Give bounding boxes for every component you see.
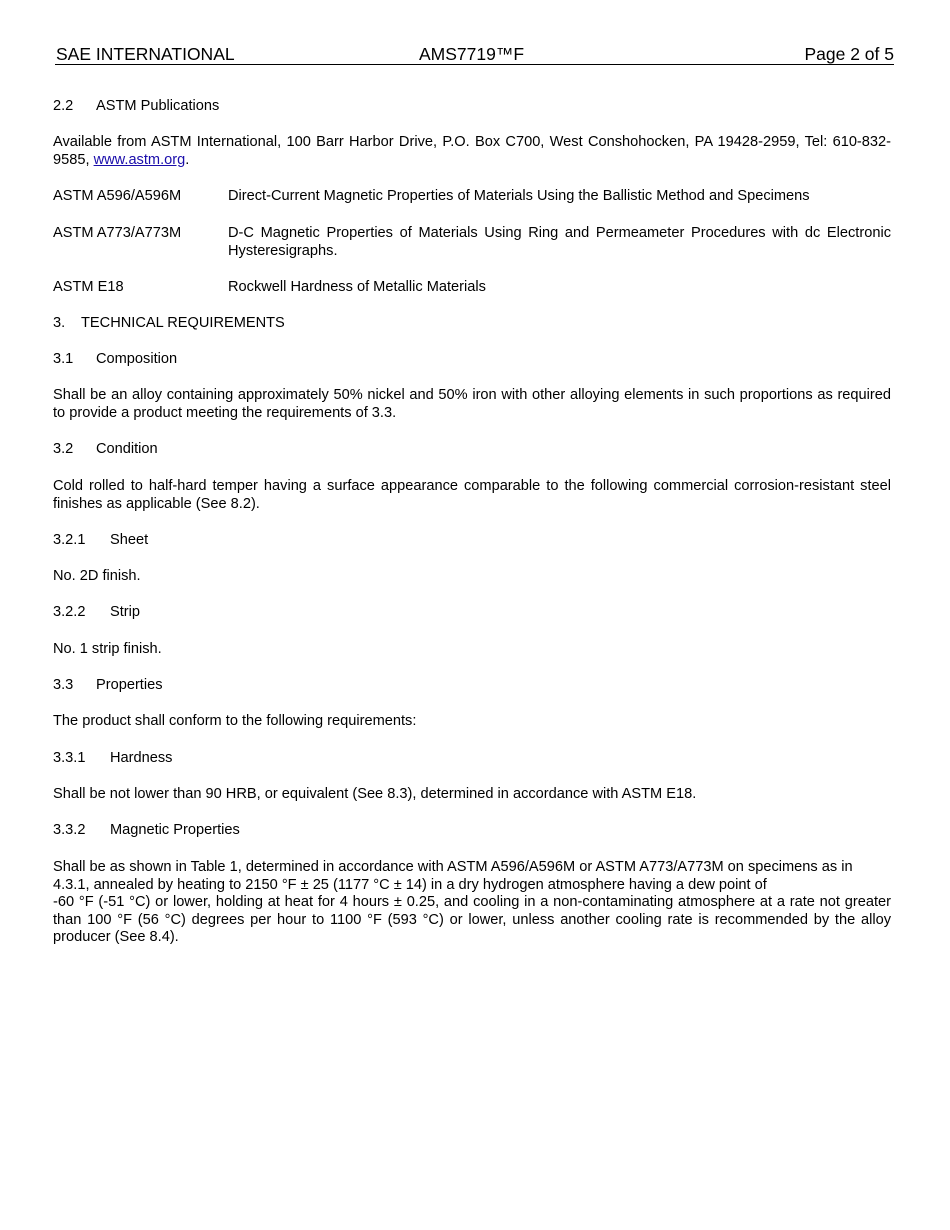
header-document-id: AMS7719™F: [419, 44, 525, 64]
section-title: Condition: [96, 441, 158, 457]
header-page-number: Page 2 of 5: [804, 44, 894, 64]
properties-paragraph: The product shall conform to the following requirements:: [53, 713, 417, 729]
reference-description: D-C Magnetic Properties of Materials Using Ring and Permeameter Procedures with dc Electronic Hysteresigraphs.: [228, 225, 891, 259]
magnetic-properties-paragraph: [53, 859, 891, 947]
section-number: 3.3: [53, 677, 74, 693]
section-number: 3.2.2: [53, 604, 86, 620]
section-number: 3.2: [53, 441, 74, 457]
availability-text: Available from ASTM International, 100 Barr Harbor Drive, P.O. Box C700, West Conshohocken, PA 19428-2959, Tel: 610-832-9585,: [53, 134, 891, 168]
section-heading-3-3-1: [53, 750, 891, 768]
section-title: ASTM Publications: [96, 98, 220, 114]
condition-paragraph: Cold rolled to half-hard temper having a surface appearance comparable to the following commercial corrosion-resistant steel finishes as applicable (See 8.2).: [53, 478, 891, 512]
section-number: 3.3.1: [53, 750, 86, 766]
reference-row: [53, 279, 891, 297]
availability-end: .: [185, 151, 190, 168]
reference-code: ASTM A773/A773M: [53, 225, 182, 241]
section-heading-3-3-2: [53, 822, 891, 840]
section-number: 3.1: [53, 351, 74, 367]
section-heading-3-2-2: [53, 604, 891, 622]
section-heading-2-2: [53, 98, 891, 116]
section-title: Magnetic Properties: [110, 822, 240, 838]
section-heading-3-2-1: [53, 532, 891, 550]
section-title: TECHNICAL REQUIREMENTS: [81, 315, 285, 331]
hardness-paragraph: Shall be not lower than 90 HRB, or equivalent (See 8.3), determined in accordance with ASTM E18.: [53, 786, 697, 802]
section-title: Properties: [96, 677, 163, 693]
page-header: [55, 44, 894, 65]
section-heading-3-2: [53, 441, 891, 459]
section-title: Strip: [110, 604, 141, 620]
reference-description: Rockwell Hardness of Metallic Materials: [228, 279, 486, 295]
section-title: Composition: [96, 351, 178, 367]
section-heading-3-3: [53, 677, 891, 695]
section-heading-3: [53, 315, 891, 333]
section-title: Hardness: [110, 750, 173, 766]
section-number: 3.2.1: [53, 532, 86, 548]
reference-code: ASTM A596/A596M: [53, 188, 182, 204]
section-number: 3.3.2: [53, 822, 86, 838]
reference-description: Direct-Current Magnetic Properties of Materials Using the Ballistic Method and Specimens: [228, 188, 810, 204]
strip-paragraph: No. 1 strip finish.: [53, 641, 162, 657]
section-heading-3-1: [53, 351, 891, 369]
composition-paragraph: Shall be an alloy containing approximately 50% nickel and 50% iron with other alloying elements in such proportions as required to provide a product meeting the requirements of 3.3.: [53, 387, 891, 421]
magnetic-properties-text-part1: Shall be as shown in Table 1, determined in accordance with ASTM A596/A596M or ASTM A773/A773M on specimens as in 4.3.1, annealed by heating to 2150 °F ± 25 (1177 °C ± 14) in a dry hydrogen atmosphere having a dew point of: [53, 859, 853, 893]
astm-website-link[interactable]: www.astm.org: [93, 151, 186, 168]
section-number: 2.2: [53, 98, 74, 114]
astm-availability-paragraph: [53, 134, 891, 169]
magnetic-properties-text-part2: -60 °F (-51 °C) or lower, holding at heat for 4 hours ± 0.25, and cooling in a non-contaminating atmosphere at a rate not greater than 100 °F (56 °C) degrees per hour to 1100 °F (593 °C) or lower, unless another cooling rate is recommended by the alloy producer (See 8.4).: [53, 894, 891, 945]
section-number: 3.: [53, 315, 66, 331]
reference-row: [53, 188, 891, 206]
section-title: Sheet: [110, 532, 149, 548]
reference-row: [53, 225, 891, 261]
reference-code: ASTM E18: [53, 279, 124, 295]
header-organization: SAE INTERNATIONAL: [56, 44, 235, 64]
sheet-paragraph: No. 2D finish.: [53, 568, 141, 584]
